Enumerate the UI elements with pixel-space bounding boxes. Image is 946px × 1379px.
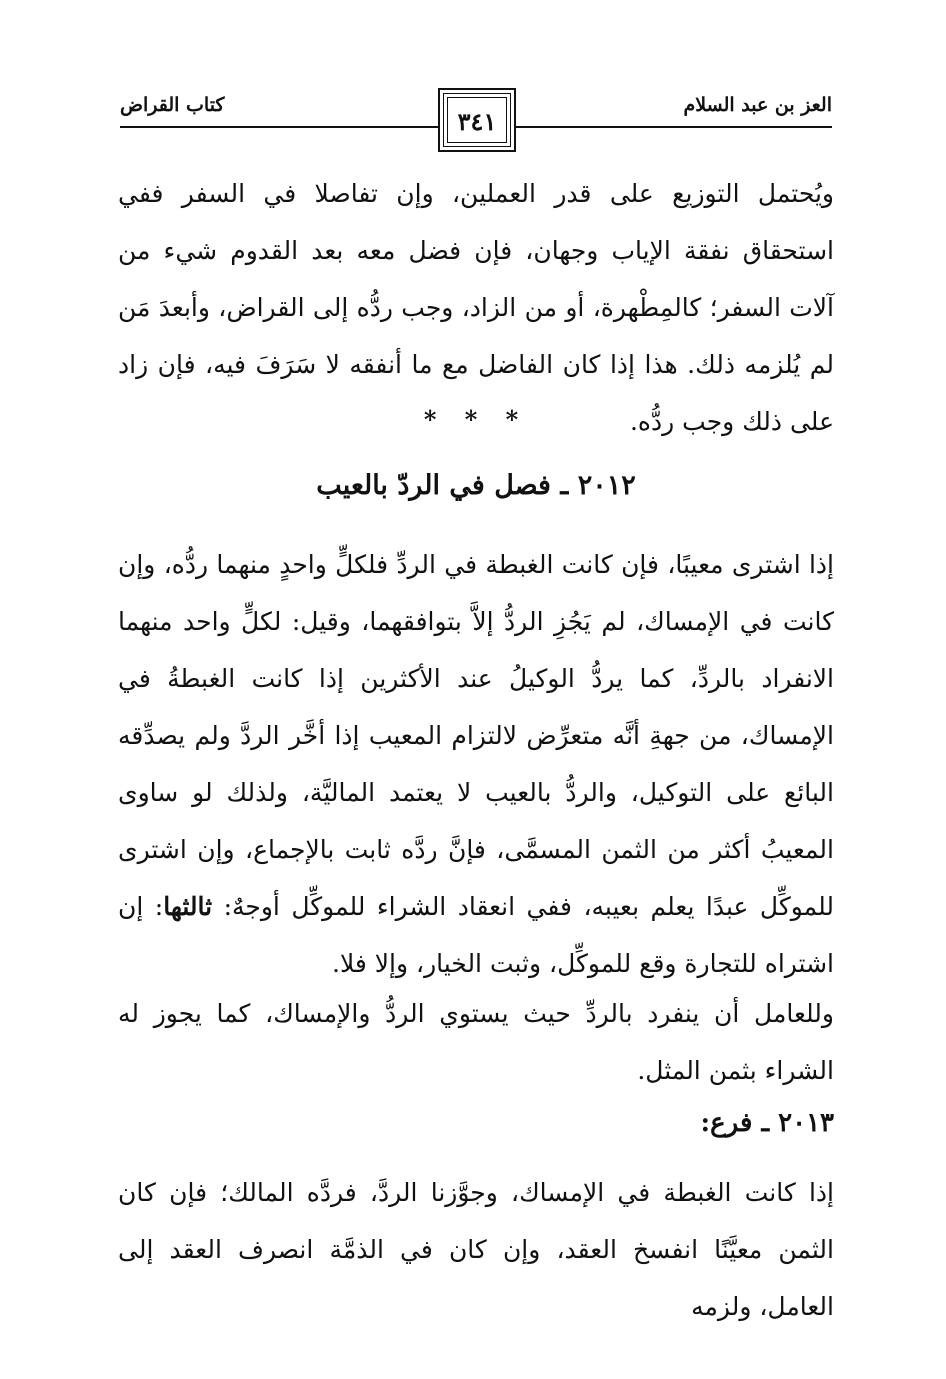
paragraph-2 <box>118 536 834 992</box>
paragraph-3: وللعامل أن ينفرد بالردِّ حيث يستوي الردُّ والإمساك، كما يجوز له الشراء بثمن المثل. <box>118 999 834 1085</box>
header-book-title: كتاب القراض <box>120 94 225 116</box>
paragraph-2-term: ثالثها <box>163 892 213 921</box>
running-header <box>120 88 832 158</box>
paragraph-4: إذا كانت الغبطة في الإمساك، وجوَّزنا الردَّ، فردَّه المالك؛ فإن كان الثمن معيَّنًا انفسخ العقد، وإن كان في الذمَّة انصرف العقد إلى العامل، ولزمه <box>118 1178 834 1321</box>
section-heading: ٢٠١٢ ـ فصل في الردّ بالعيب <box>316 470 636 501</box>
page-number: ٣٤١ <box>457 107 497 136</box>
paragraph-1: ويُحتمل التوزيع على قدر العملين، وإن تفاصلا في السفر ففي استحقاق نفقة الإياب وجهان، فإن فضل معه بعد القدوم شيء من آلات السفر؛ كالمِطْهرة، أو من الزاد، وجب ردُّه إلى القراض، وأبعدَ مَن لم يُلزمه ذلك. هذا إذا كان الفاضل مع ما أنفقه لا سَرَفَ فيه، فإن زاد على ذلك وجب ردُّه. <box>118 179 834 436</box>
paragraph-2-text-a: إذا اشترى معيبًا، فإن كانت الغبطة في الردِّ فلكلٍّ واحدٍ منهما ردُّه، وإن كانت في الإمساك، لم يَجُزِ الردُّ إلاَّ بتوافقهما، وقيل: لكلٍّ واحد منهما الانفراد بالردِّ، كما يردُّ الوكيلُ عند الأكثرين إذا كانت الغبطةُ في الإمساك، من جهةِ أنَّه متعرِّض لالتزام المعيب إذا أخَّر الردَّ ولم يصدِّقه البائع على التوكيل، والردُّ بالعيب لا يعتمد الماليَّة، ولذلك لو ساوى المعيبُ أكثر من الثمن المسمَّى، فإنَّ ردَّه ثابت بالإجماع، وإن اشترى للموكِّل عبدًا يعلم بعيبه، ففي انعقاد الشراء للموكِّل أوجهٌ: <box>118 550 835 921</box>
header-rule-left <box>120 126 438 128</box>
header-author: العز بن عبد السلام <box>683 94 832 116</box>
paragraph-2-text-b: : إن اشتراه للتجارة وقع للموكِّل، وثبت الخيار، وإلا فلا. <box>118 892 834 978</box>
section-separator: * * * <box>423 405 529 434</box>
page-number-frame <box>438 88 516 152</box>
sub-heading: ٢٠١٣ ـ فرع: <box>700 1108 834 1138</box>
header-rule-right <box>514 126 832 128</box>
